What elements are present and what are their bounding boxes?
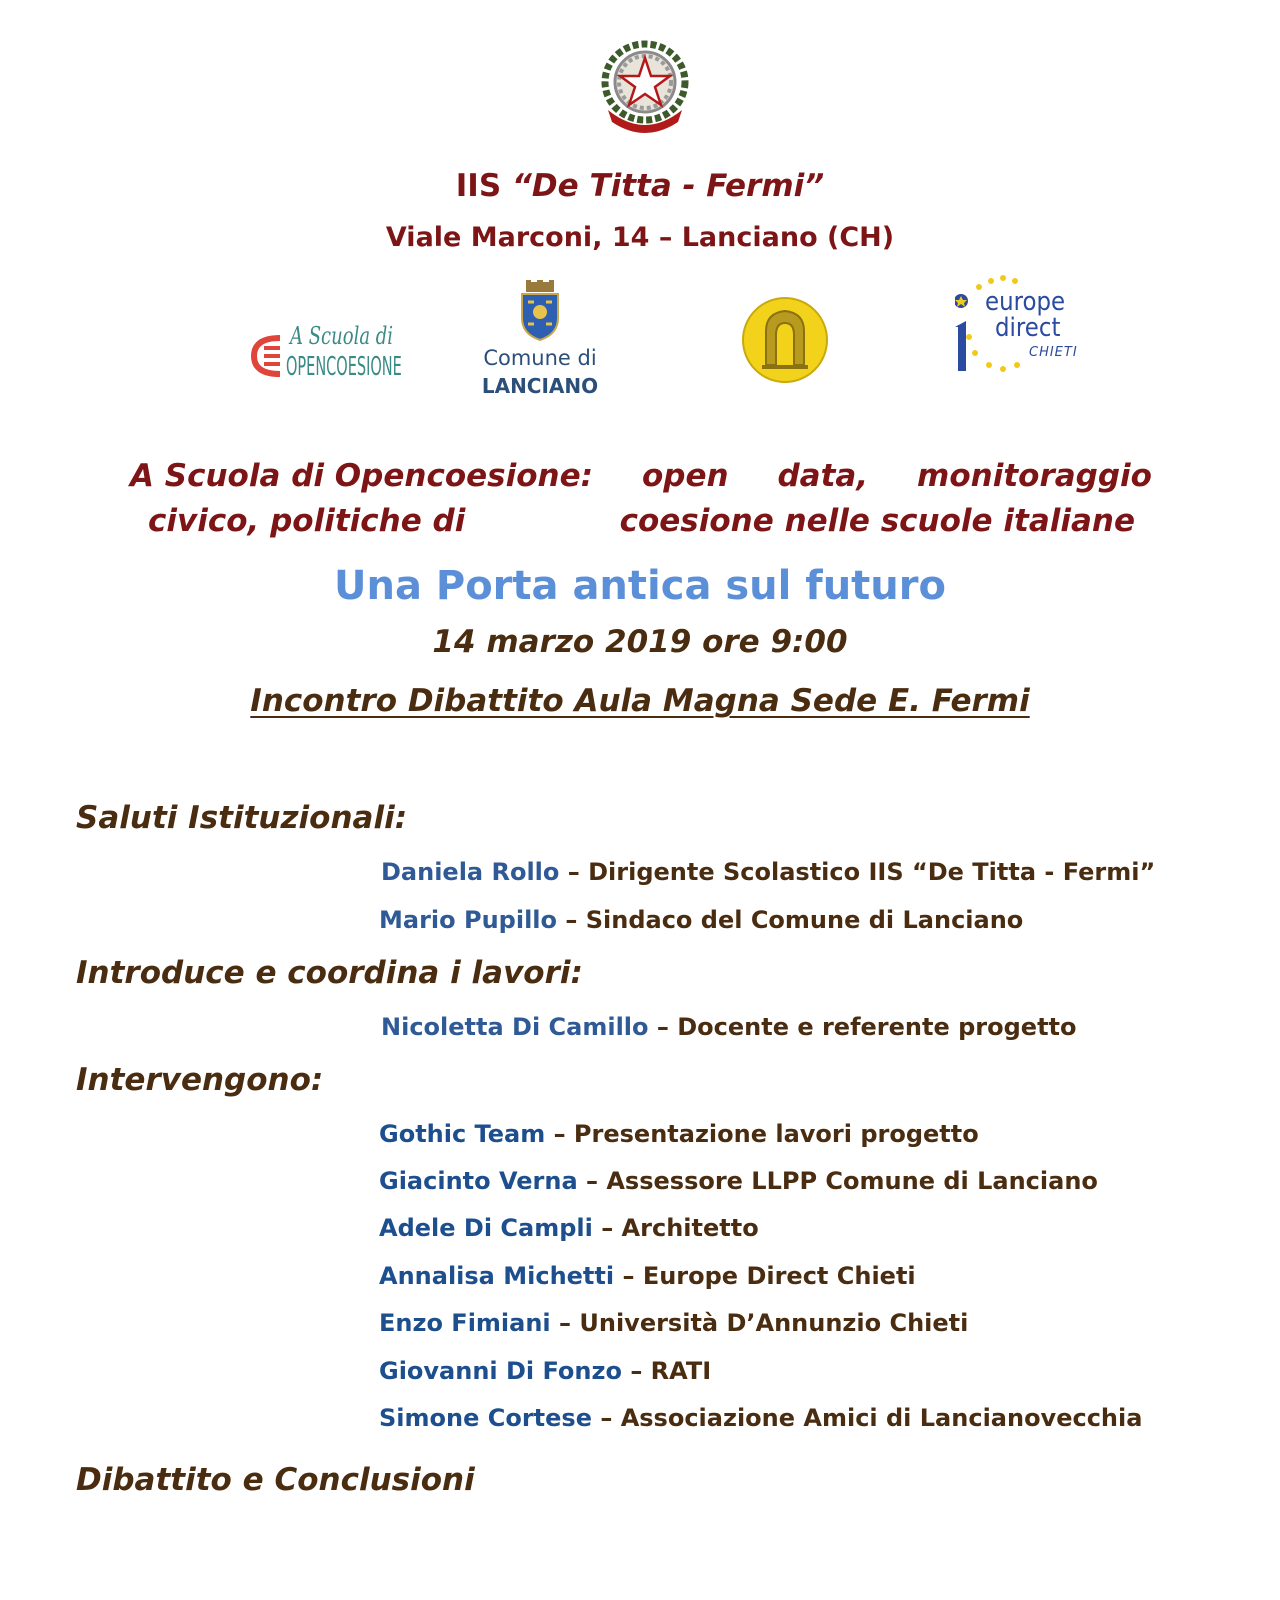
- repubblica-italiana-emblem: [600, 40, 690, 135]
- lanciano-crest-icon: [518, 280, 562, 342]
- speaker-row: Daniela Rollo – Dirigente Scolastico IIS “De Titta - Fermi”: [381, 858, 1156, 886]
- event-subtitle: Una Porta antica sul futuro: [334, 563, 946, 609]
- school-address: Viale Marconi, 14 – Lanciano (CH): [385, 222, 895, 253]
- project-title-line1: A Scuola di Opencoesione: open data, monitoraggio: [130, 458, 1152, 494]
- comune-lanciano-logo: Comune di LANCIANO: [470, 280, 610, 405]
- speaker-row: Annalisa Michetti – Europe Direct Chieti: [379, 1262, 916, 1290]
- speaker-row: Simone Cortese – Associazione Amici di Lancianovecchia: [379, 1404, 1143, 1432]
- opencoesione-mark-icon: [250, 334, 286, 378]
- speaker-row: Mario Pupillo – Sindaco del Comune di Lanciano: [379, 906, 1024, 934]
- project-title-line2: civico, politiche di coesione nelle scuole italiane: [148, 503, 1135, 539]
- section-conclusioni-heading: Dibattito e Conclusioni: [76, 1462, 475, 1498]
- speaker-row: Gothic Team – Presentazione lavori progetto: [379, 1120, 979, 1148]
- section-saluti-heading: Saluti Istituzionali:: [76, 800, 408, 836]
- opencoesione-logo: A Scuola di OPENCOESIONE: [250, 322, 400, 392]
- speaker-row: Giovanni Di Fonzo – RATI: [379, 1357, 712, 1385]
- speaker-row: Giacinto Verna – Assessore LLPP Comune di Lanciano: [379, 1167, 1098, 1195]
- school-name: IIS “De Titta - Fermi”: [455, 168, 825, 204]
- speaker-row: Enzo Fimiani – Università D’Annunzio Chieti: [379, 1309, 969, 1337]
- speaker-row: Nicoletta Di Camillo – Docente e referente progetto: [381, 1013, 1077, 1041]
- europe-direct-logo: europe direct CHIETI: [955, 275, 1085, 385]
- section-introduce-heading: Introduce e coordina i lavori:: [76, 955, 583, 991]
- section-intervengono-heading: Intervengono:: [76, 1062, 324, 1098]
- gothic-team-logo: [740, 295, 830, 385]
- speaker-row: Adele Di Campli – Architetto: [379, 1214, 759, 1242]
- event-venue: Incontro Dibattito Aula Magna Sede E. Fermi: [250, 683, 1030, 719]
- event-date: 14 marzo 2019 ore 9:00: [432, 624, 848, 660]
